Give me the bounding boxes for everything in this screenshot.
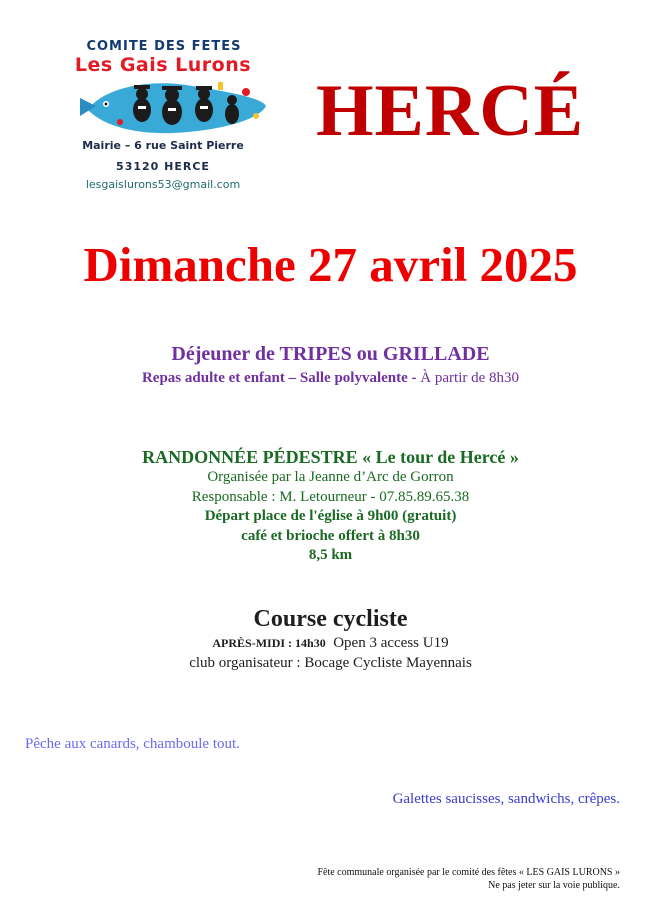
food-text: Galettes saucisses, sandwichs, crêpes. <box>392 791 620 807</box>
games-text: Pêche aux canards, chamboule tout. <box>25 736 240 752</box>
footer-notice: Ne pas jeter sur la voie publique. <box>488 880 620 891</box>
cycling-title: Course cycliste <box>253 606 408 632</box>
cycling-section <box>0 604 661 673</box>
footer <box>317 866 620 892</box>
logo-committee-label: COMITE DES FETES <box>86 39 242 54</box>
meal-subtitle-main: Repas adulte et enfant – Salle polyvalente - <box>141 370 417 386</box>
logo-postal-code: 53120 HERCE <box>116 160 210 173</box>
meal-subtitle <box>0 370 661 387</box>
footer-organizer: Fête communale organisée par le comité des fêtes « LES GAIS LURONS » <box>317 867 620 878</box>
cycling-race: Open 3 access U19 <box>333 635 449 651</box>
logo-address: Mairie – 6 rue Saint Pierre <box>82 139 244 152</box>
logo-association-name: Les Gais Lurons <box>74 54 252 76</box>
walk-breakfast: café et brioche offert à 8h30 <box>241 527 420 544</box>
cycling-schedule <box>0 634 661 654</box>
meal-subtitle-time: À partir de 8h30 <box>416 370 520 386</box>
town-title: HERCÉ <box>316 70 585 152</box>
event-date: Dimanche 27 avril 2025 <box>83 237 578 292</box>
walk-section <box>0 446 661 566</box>
logo-mascot-illustration <box>80 76 270 138</box>
walk-organizer: Organisée par la Jeanne d’Arc de Gorron <box>207 469 454 485</box>
walk-title: RANDONNÉE PÉDESTRE « Le tour de Hercé » <box>142 447 519 467</box>
cycling-time: APRÈS-MIDI : 14h30 <box>212 636 326 650</box>
committee-logo <box>38 36 288 196</box>
meal-title: Déjeuner de TRIPES ou GRILLADE <box>171 343 490 365</box>
logo-email: lesgaislurons53@gmail.com <box>85 178 241 191</box>
walk-distance: 8,5 km <box>308 547 353 563</box>
walk-departure: Départ place de l'église à 9h00 (gratuit) <box>204 508 457 524</box>
walk-contact: Responsable : M. Letourneur - 07.85.89.65.38 <box>191 488 470 505</box>
cycling-club: club organisateur : Bocage Cycliste Mayennais <box>189 654 472 671</box>
